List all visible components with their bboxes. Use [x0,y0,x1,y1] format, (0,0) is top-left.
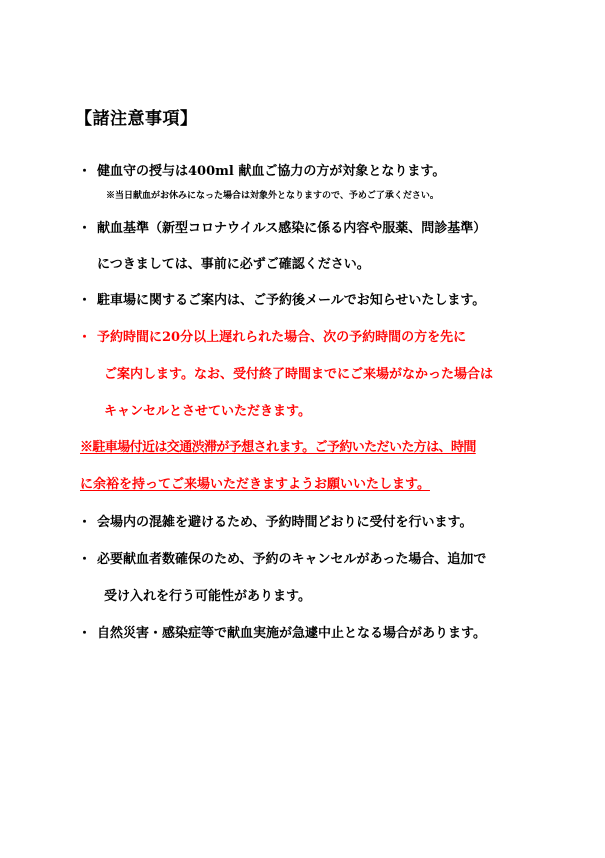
item-4-line-2: ご案内します。なお、受付終了時間までにご来場がなかった場合は [104,367,493,382]
bullet-2: ・ [78,221,92,236]
bullet-3: ・ [78,293,92,308]
item-7-line-1: 自然災害・感染症等で献血実施が急遽中止となる場合があります。 [97,626,486,641]
item-4-line-1: 予約時間に20分以上遅れられた場合、次の予約時間の方を先に [97,330,467,345]
item-4-line-3: キャンセルとさせていただきます。 [104,404,311,419]
item-2-line-1: 献血基準（新型コロナウイルス感染に係る内容や服薬、問診基準） [97,221,487,236]
document-title: 【諸注意事項】 [75,109,198,129]
item-1-line-1: 健血守の授与は400ml 献血ご協力の方が対象となります。 [97,164,446,179]
item-5-line-1: 会場内の混雑を避けるため、予約時間どおりに受付を行います。 [97,515,473,530]
item-6-line-2: 受け入れを行う可能性があります。 [104,589,311,604]
bullet-5: ・ [78,515,92,530]
bullet-4: ・ [78,330,92,345]
item-2-line-2: につきましては、事前に必ずご確認ください。 [97,257,370,272]
item-1-note: ※当日献血がお休みになった場合は対象外となりますので、予めご了承ください。 [106,191,439,201]
warning-line-1: ※駐車場付近は交通渋滞が予想されます。ご予約いただいた方は、時間 [80,440,476,455]
item-3-line-1: 駐車場に関するご案内は、ご予約後メールでお知らせいたします。 [97,293,486,308]
bullet-7: ・ [78,626,92,641]
warning-line-2: に余裕を持ってご来場いただきますようお願いいたします。 [80,477,430,492]
bullet-6: ・ [78,552,92,567]
bullet-1: ・ [78,164,92,179]
item-6-line-1: 必要献血者数確保のため、予約のキャンセルがあった場合、追加で [97,552,487,567]
